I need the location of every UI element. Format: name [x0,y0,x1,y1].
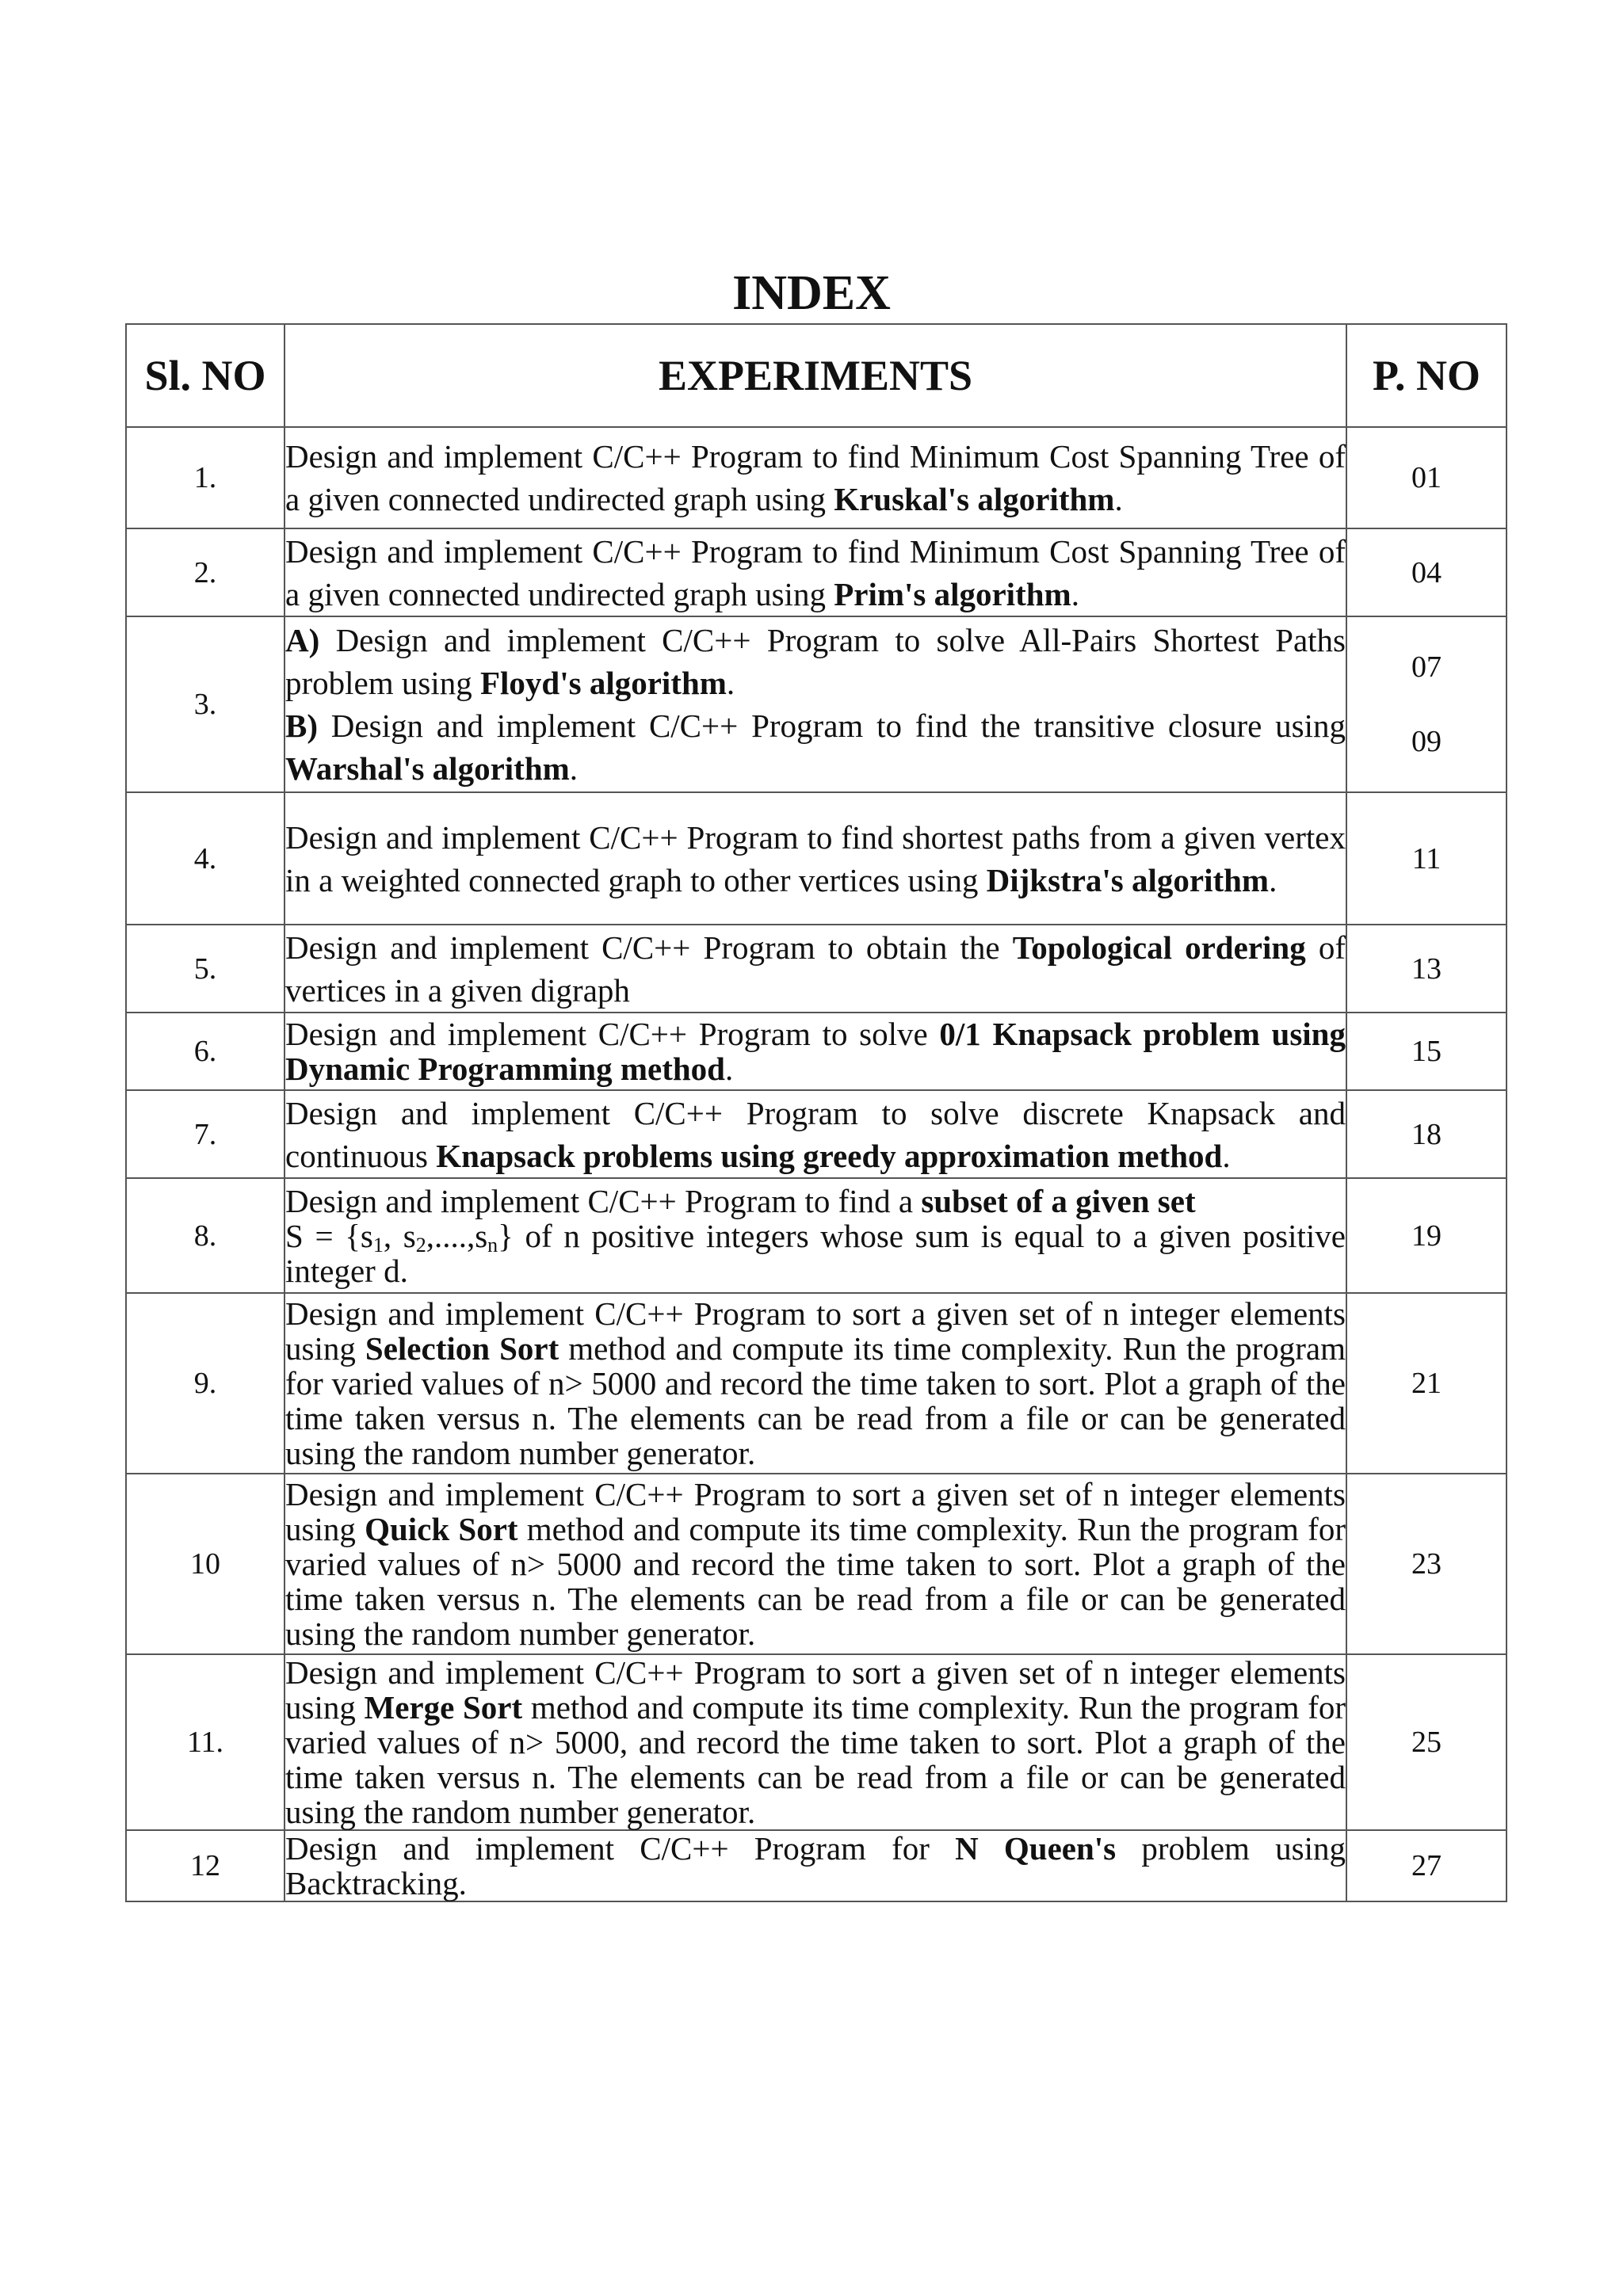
page-number [1346,616,1507,792]
row-number: 10 [126,1474,285,1654]
page-number: 19 [1346,1178,1507,1293]
experiment-description: Design and implement C/C++ Program to solve 0/1 Knapsack problem using Dynamic Programming method. [285,1013,1346,1090]
experiment-part-b: B) Design and implement C/C++ Program to find the transitive closure using Warshal's algorithm. [285,707,1346,787]
table-row [126,1293,1507,1474]
experiment-description: Design and implement C/C++ Program to sort a given set of n integer elements using Merge Sort method and compute its time complexity. Run the program for varied values of n> 5000, and record the time taken to sort. Plot a graph of the time taken versus n. The elements can be read from a file or can be generated using the random number generator. [285,1654,1346,1830]
row-number: 11. [126,1654,285,1830]
table-row [126,1090,1507,1178]
page-number: 18 [1346,1090,1507,1178]
experiment-description: Design and implement C/C++ Program to find a subset of a given set $S = \{s_1$, $s_2,....,s_n$} of n positive integers whose sum is equal to a given positive integer d. [285,1178,1346,1293]
experiment-description: Design and implement C/C++ Program for N Queen's problem using Backtracking. [285,1830,1346,1901]
page-title: INDEX [732,266,891,320]
table-row [126,1178,1507,1293]
row-number: 3. [126,616,285,792]
experiment-description: Design and implement C/C++ Program to find shortest paths from a given vertex in a weighted connected graph to other vertices using Dijkstra's algorithm. [285,792,1346,925]
page-number: 04 [1346,528,1507,616]
table-row [126,925,1507,1013]
table-row [126,792,1507,925]
page-number-a: 07 [1411,650,1442,684]
experiment-part-a: A) Design and implement C/C++ Program to solve All-Pairs Shortest Paths problem using Floyd's algorithm. [285,622,1346,701]
table-row [126,1013,1507,1090]
experiment-description: Design and implement C/C++ Program to find Minimum Cost Spanning Tree of a given connected undirected graph using Kruskal's algorithm. [285,427,1346,528]
experiment-description: Design and implement C/C++ Program to obtain the Topological ordering of vertices in a given digraph [285,925,1346,1013]
experiment-description: Design and implement C/C++ Program to solve discrete Knapsack and continuous Knapsack problems using greedy approximation method. [285,1090,1346,1178]
table-row [126,1830,1507,1901]
row-number: 4. [126,792,285,925]
row-number: 9. [126,1293,285,1474]
table-row [126,1654,1507,1830]
table-header-row [126,324,1507,427]
index-table [125,323,1507,1902]
table-row [126,427,1507,528]
table-row [126,528,1507,616]
experiment-description: Design and implement C/C++ Program to sort a given set of n integer elements using Quick Sort method and compute its time complexity. Run the program for varied values of n> 5000 and record the time taken to sort. Plot a graph of the time taken versus n. The elements can be read from a file or can be generated using the random number generator. [285,1474,1346,1654]
experiment-description: Design and implement C/C++ Program to find Minimum Cost Spanning Tree of a given connected undirected graph using Prim's algorithm. [285,528,1346,616]
header-sl-no: Sl. NO [126,324,285,427]
page-number: 15 [1346,1013,1507,1090]
row-number: 2. [126,528,285,616]
table-row [126,1474,1507,1654]
row-number: 1. [126,427,285,528]
page-number-b: 09 [1411,725,1442,758]
row-number: 5. [126,925,285,1013]
experiment-description: Design and implement C/C++ Program to sort a given set of n integer elements using Selection Sort method and compute its time complexity. Run the program for varied values of n> 5000 and record the time taken to sort. Plot a graph of the time taken versus n. The elements can be read from a file or can be generated using the random number generator. [285,1293,1346,1474]
page-number: 13 [1346,925,1507,1013]
row-number: 8. [126,1178,285,1293]
row-number: 6. [126,1013,285,1090]
page-number: 11 [1346,792,1507,925]
header-experiments: EXPERIMENTS [285,324,1346,427]
page-number: 01 [1346,427,1507,528]
page-number: 27 [1346,1830,1507,1901]
row-number: 12 [126,1830,285,1901]
page-number: 25 [1346,1654,1507,1830]
row-number: 7. [126,1090,285,1178]
table-row [126,616,1507,792]
page-number: 21 [1346,1293,1507,1474]
experiment-description [285,616,1346,792]
header-page-no: P. NO [1346,324,1507,427]
page-number: 23 [1346,1474,1507,1654]
